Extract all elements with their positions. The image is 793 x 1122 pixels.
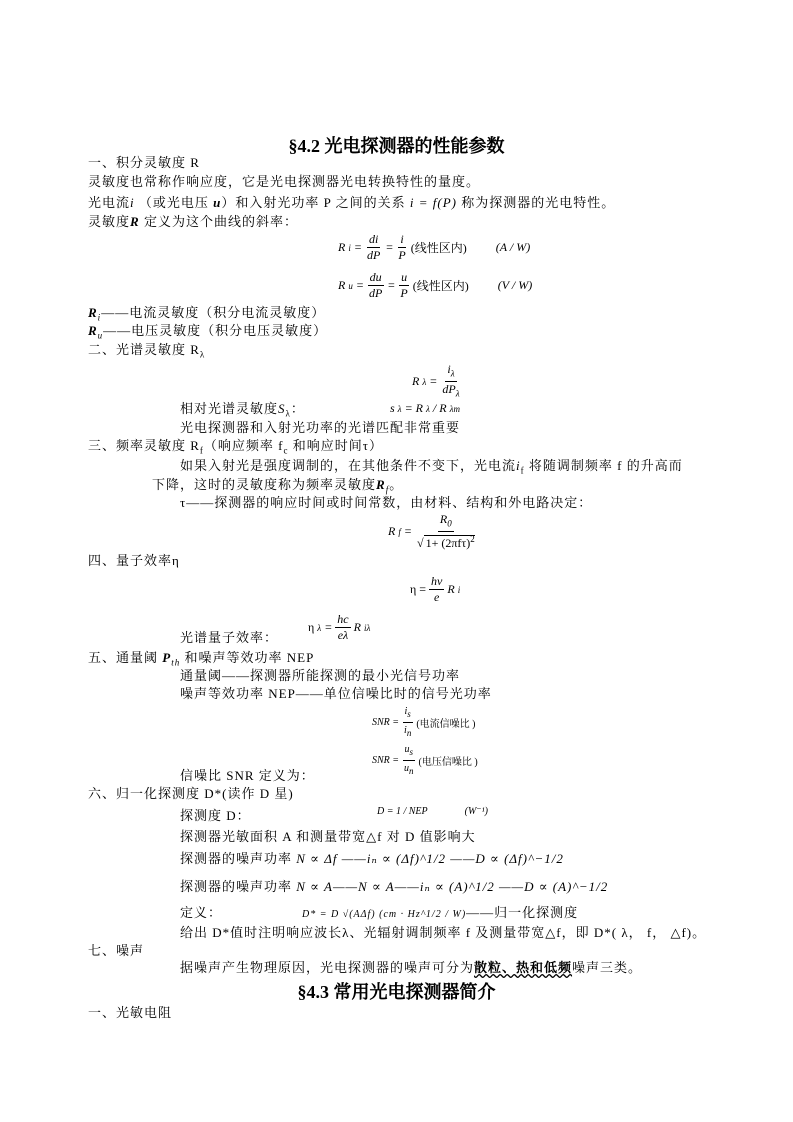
paragraph: 信噪比 SNR 定义为： (180, 768, 315, 783)
formula-snr-current: SNR = $\frac{i_s}{i_n}$ (电流信噪比 ) (372, 706, 476, 738)
paragraph: 探测器的噪声功率 N ∝ A——N ∝ A——iₙ ∝ (A)^1/2 ——D ∝ (A)^−1/2 (180, 879, 609, 894)
paragraph: 下降，这时的灵敏度称为频率灵敏度$R_f$。 (152, 477, 404, 495)
paragraph: 定义： D* = D √(AΔf) (cm · Hz^1/2 / W)——归一化探测度 (180, 905, 579, 920)
heading-frequency-sensitivity: 三、频率灵敏度 $R_f$（响应频率 $f_c$ 和响应时间τ） (88, 438, 383, 456)
paragraph: τ——探测器的响应时间或时间常数，由材料、结构和外电路决定： (180, 495, 593, 510)
paragraph: 光电探测器和入射光功率的光谱匹配非常重要 (180, 420, 461, 435)
definition-ru: $R_u——$电压灵敏度（积分电压灵敏度） (88, 323, 328, 341)
section-title-4-3: §4.3 常用光电探测器简介 (297, 982, 496, 1002)
spectral-quantum-efficiency-label: 光谱量子效率： (180, 630, 279, 645)
definition-ri: $R_i——$电流灵敏度（积分电流灵敏度） (88, 305, 326, 323)
section-title-4-2: §4.2 光电探测器的性能参数 (288, 136, 505, 156)
paragraph: 如果入射光是强度调制的，在其他条件不变下，光电流$i_f$ 将随调制频率 f 的升高而 (180, 458, 683, 476)
paragraph: 灵敏度R 定义为这个曲线的斜率： (88, 214, 298, 229)
paragraph: 探测器光敏面积 A 和测量带宽△f 对 D 值影响大 (180, 829, 476, 844)
formula-rf: R f = $\frac{R_0}{√ 1+ (2\pi f\tau)^2}$ (388, 512, 475, 551)
formula-s-lambda: s λ = R λ / R λm (390, 401, 460, 415)
paragraph: 给出 D*值时注明响应波长λ、光辐射调制频率 f 及测量带宽△f，即 D*( λ， f， △f)。 (180, 925, 707, 940)
formula-snr-voltage: SNR = $\frac{u_s}{u_n}$ (电压信噪比 ) (372, 744, 478, 776)
heading-photoresistor: 一、光敏电阻 (88, 1005, 173, 1020)
paragraph: 通量阈——探测器所能探测的最小光信号功率 (180, 668, 461, 683)
heading-nep: 五、通量阈 $P_{th}$ 和噪声等效功率 NEP (88, 650, 315, 668)
formula-ri: R i = $\frac{di}{dP}$ = $\frac{i}{P}$ (线性区内) (A / W) (338, 232, 531, 262)
relative-spectral-sensitivity: 相对光谱灵敏度$S_\lambda$： (180, 401, 305, 419)
heading-d-star: 六、归一化探测度 D*(读作 D 星) (88, 786, 294, 801)
heading-integral-sensitivity: 一、积分灵敏度 R (88, 155, 200, 170)
paragraph: 光电流i （或光电压 u）和入射光功率 P 之间的关系 i = f(P) 称为探测器的光电特性。 (88, 195, 616, 210)
paragraph: 噪声等效功率 NEP——单位信噪比时的信号光功率 (180, 686, 492, 701)
formula-d: D = 1 / NEP (W⁻¹) (377, 806, 488, 817)
heading-noise: 七、噪声 (88, 943, 145, 958)
detectivity-label: 探测度 D： (180, 808, 251, 823)
paragraph: 灵敏度也常称作响应度，它是光电探测器光电转换特性的量度。 (88, 174, 481, 189)
formula-eta-lambda: η λ = $\frac{hc}{e\lambda}$ R iλ (308, 612, 371, 642)
paragraph: 据噪声产生物理原因，光电探测器的噪声可分为散粒、热和低频噪声三类。 (180, 960, 643, 975)
paragraph: 探测器的噪声功率 N ∝ Δf ——iₙ ∝ (Δf)^1/2 ——D ∝ (Δf)^−1/2 (180, 851, 564, 866)
formula-ru: R u = $\frac{du}{dP}$ = $\frac{u}{P}$ (线性区内) (V / W) (338, 270, 533, 300)
formula-eta: η = $\frac{h\nu}{e}$ R i (410, 574, 461, 604)
formula-r-lambda: R λ = $\frac{i_\lambda}{dP_\lambda}$ (412, 362, 460, 399)
heading-quantum-efficiency: 四、量子效率η (88, 553, 180, 568)
heading-spectral-sensitivity: 二、光谱灵敏度 $R_\lambda$ (88, 342, 206, 360)
